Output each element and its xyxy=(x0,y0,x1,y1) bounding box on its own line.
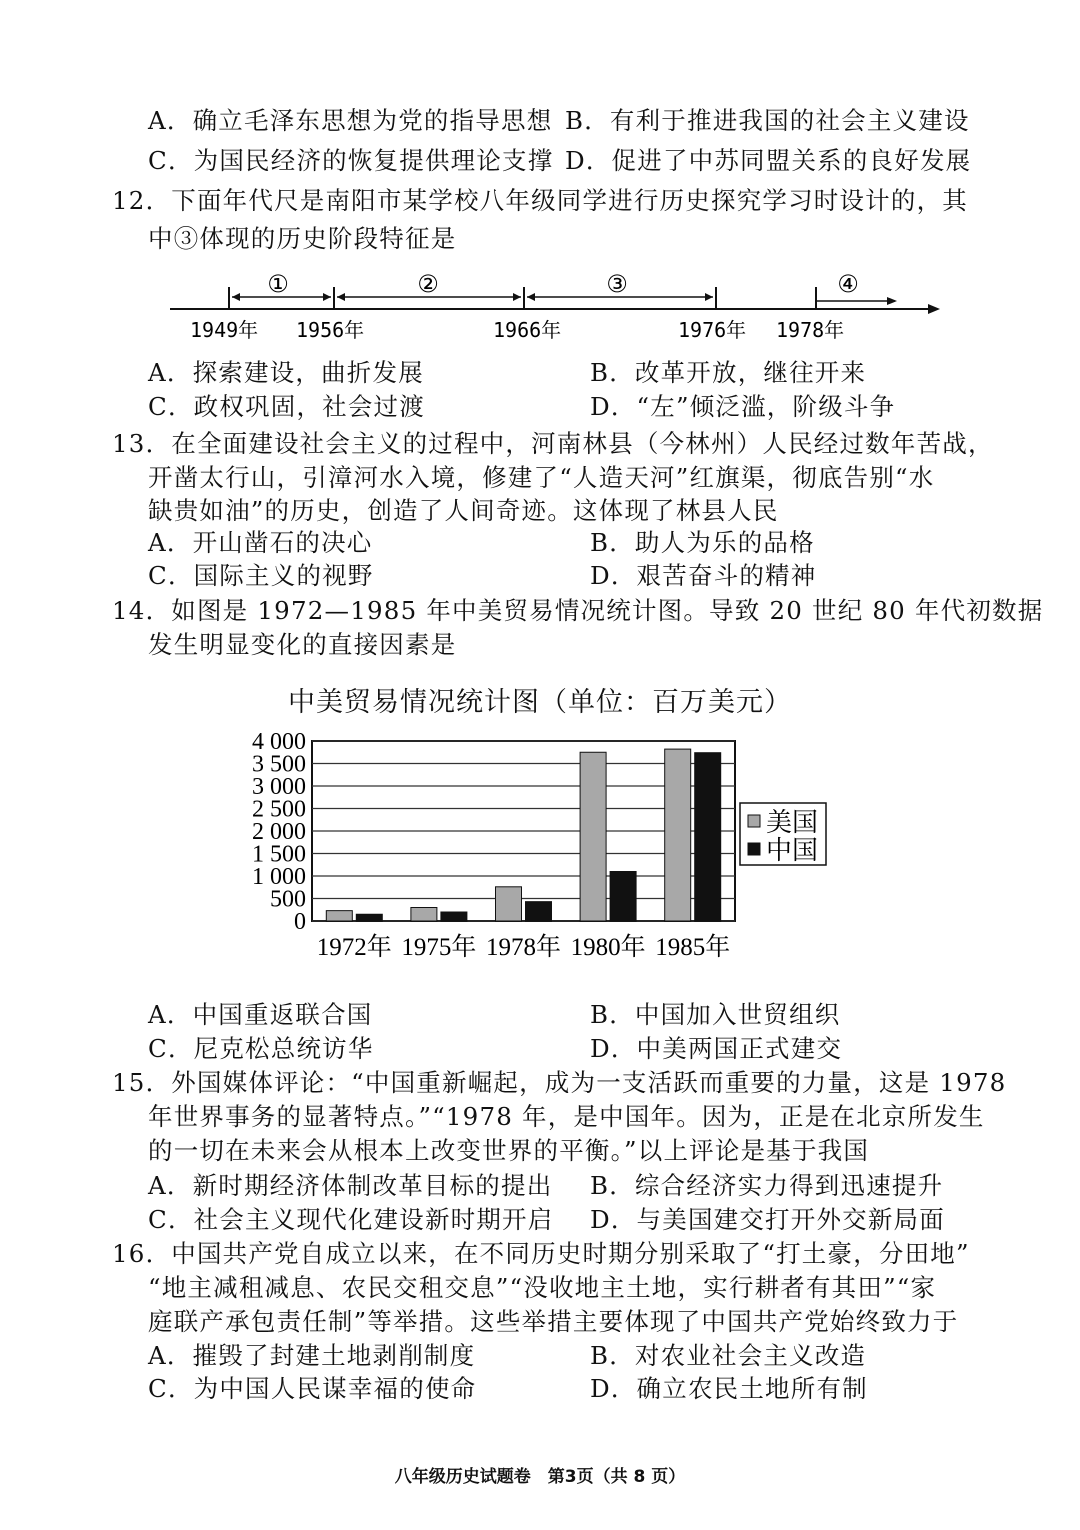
q16-stem-line-2: “地主减租减息、农民交租交息”“没收地主土地，实行耕者有其田”“家 xyxy=(148,1273,937,1302)
bar-china xyxy=(526,902,552,921)
timeline-year-1949: 1949年 xyxy=(190,318,259,342)
y-tick-label: 1 000 xyxy=(252,864,306,890)
q12-stem-line-2: 中③体现的历史阶段特征是 xyxy=(148,224,457,253)
bar-usa xyxy=(411,908,437,922)
q14-option-d: D．中美两国正式建交 xyxy=(590,1034,843,1063)
q14-option-c: C．尼克松总统访华 xyxy=(148,1034,374,1063)
q11-option-a: A．确立毛泽东思想为党的指导思想 xyxy=(148,106,553,135)
q13-option-d: D．艰苦奋斗的精神 xyxy=(590,561,817,590)
y-tick-label: 4 000 xyxy=(252,729,306,755)
q11-option-d: D．促进了中苏同盟关系的良好发展 xyxy=(565,146,972,175)
timeline-segment-3: ③ xyxy=(606,270,628,298)
q15-stem-line-3: 的一切在未来会从根本上改变世界的平衡。”以上评论是基于我国 xyxy=(148,1136,870,1165)
chart-title: 中美贸易情况统计图（单位：百万美元） xyxy=(288,687,792,718)
timeline-year-1978: 1978年 xyxy=(776,318,845,342)
q15-stem-line-1: 15．外国媒体评论：“中国重新崛起，成为一支活跃而重要的力量，这是 1978 xyxy=(112,1068,1007,1097)
q12-stem-line-1: 12．下面年代尺是南阳市某学校八年级同学进行历史探究学习时设计的，其 xyxy=(112,186,968,215)
q13-stem-line-1: 13．在全面建设社会主义的过程中，河南林县（今林州）人民经过数年苦战， xyxy=(112,429,994,458)
q16-stem-line-1: 16．中国共产党自成立以来，在不同历史时期分别采取了“打土豪，分田地” xyxy=(112,1239,970,1268)
q16-option-b: B．对农业社会主义改造 xyxy=(590,1341,867,1370)
bar-china xyxy=(356,914,382,921)
timeline-year-1966: 1966年 xyxy=(493,318,562,342)
q14-option-a: A．中国重返联合国 xyxy=(148,1000,373,1029)
q15-option-d: D．与美国建交打开外交新局面 xyxy=(590,1205,945,1234)
legend-swatch-usa xyxy=(748,815,760,827)
q13-option-c: C．国际主义的视野 xyxy=(148,561,374,590)
timeline-year-1956: 1956年 xyxy=(296,318,365,342)
q14-option-b: B．中国加入世贸组织 xyxy=(590,1000,841,1029)
legend-swatch-china xyxy=(748,843,760,855)
x-tick-label: 1980年 xyxy=(570,934,646,961)
y-tick-label: 0 xyxy=(294,909,306,935)
q16-stem-line-3: 庭联产承包责任制”等举措。这些举措主要体现了中国共产党始终致力于 xyxy=(148,1307,959,1336)
legend-label-china: 中国 xyxy=(766,836,819,866)
q12-option-a: A．探索建设，曲折发展 xyxy=(148,358,424,387)
bar-china xyxy=(610,872,636,922)
q13-option-a: A．开山凿石的决心 xyxy=(148,528,373,557)
q15-option-a: A．新时期经济体制改革目标的提出 xyxy=(148,1171,553,1200)
q15-stem-line-2: 年世界事务的显著特点。”“1978 年，是中国年。因为，正是在北京所发生 xyxy=(148,1102,985,1131)
bar-usa xyxy=(326,911,352,921)
page-footer: 八年级历史试题卷 第3页（共 8 页） xyxy=(394,1467,686,1487)
q12-option-c: C．政权巩固，社会过渡 xyxy=(148,392,425,421)
x-tick-label: 1985年 xyxy=(655,934,731,961)
q11-option-c: C．为国民经济的恢复提供理论支撑 xyxy=(148,146,554,175)
q12-option-d: D．“左”倾泛滥，阶级斗争 xyxy=(590,392,896,421)
timeline-segment-1: ① xyxy=(267,270,289,298)
x-tick-label: 1978年 xyxy=(485,934,562,961)
q13-stem-line-2: 开凿太行山，引漳河水入境，修建了“人造天河”红旗渠，彻底告别“水 xyxy=(148,463,935,492)
x-tick-label: 1972年 xyxy=(316,934,392,961)
q14-stem-line-1: 14．如图是 1972—1985 年中美贸易情况统计图。导致 20 世纪 80 年代初数据 xyxy=(112,596,1044,625)
bar-usa xyxy=(580,752,606,921)
q13-stem-line-3: 缺贵如油”的历史，创造了人间奇迹。这体现了林县人民 xyxy=(148,496,779,525)
bar-usa xyxy=(665,749,691,921)
year-timeline xyxy=(160,262,950,347)
bar-china xyxy=(441,912,467,921)
q16-option-a: A．摧毁了封建土地剥削制度 xyxy=(148,1341,476,1370)
y-tick-label: 1 500 xyxy=(252,841,306,868)
q16-option-c: C．为中国人民谋幸福的使命 xyxy=(148,1374,477,1403)
trade-bar-chart xyxy=(230,725,850,965)
y-tick-label: 3 500 xyxy=(252,751,306,778)
q13-option-b: B．助人为乐的品格 xyxy=(590,528,815,557)
y-tick-label: 3 000 xyxy=(252,774,306,800)
q15-option-b: B．综合经济实力得到迅速提升 xyxy=(590,1171,944,1200)
x-tick-label: 1975年 xyxy=(401,934,477,961)
timeline-year-1976: 1976年 xyxy=(678,318,747,342)
bar-china xyxy=(695,753,721,921)
y-tick-label: 2 000 xyxy=(252,819,306,845)
y-tick-label: 500 xyxy=(270,886,306,913)
y-tick-label: 2 500 xyxy=(252,796,306,823)
timeline-segment-4: ④ xyxy=(837,270,859,298)
q14-stem-line-2: 发生明显变化的直接因素是 xyxy=(148,630,457,659)
timeline-segment-2: ② xyxy=(417,270,439,298)
q11-option-b: B．有利于推进我国的社会主义建设 xyxy=(565,106,970,135)
bar-usa xyxy=(496,887,522,921)
legend-label-usa: 美国 xyxy=(766,808,819,838)
q16-option-d: D．确立农民土地所有制 xyxy=(590,1374,868,1403)
q12-option-b: B．改革开放，继往开来 xyxy=(590,358,867,387)
q15-option-c: C．社会主义现代化建设新时期开启 xyxy=(148,1205,554,1234)
